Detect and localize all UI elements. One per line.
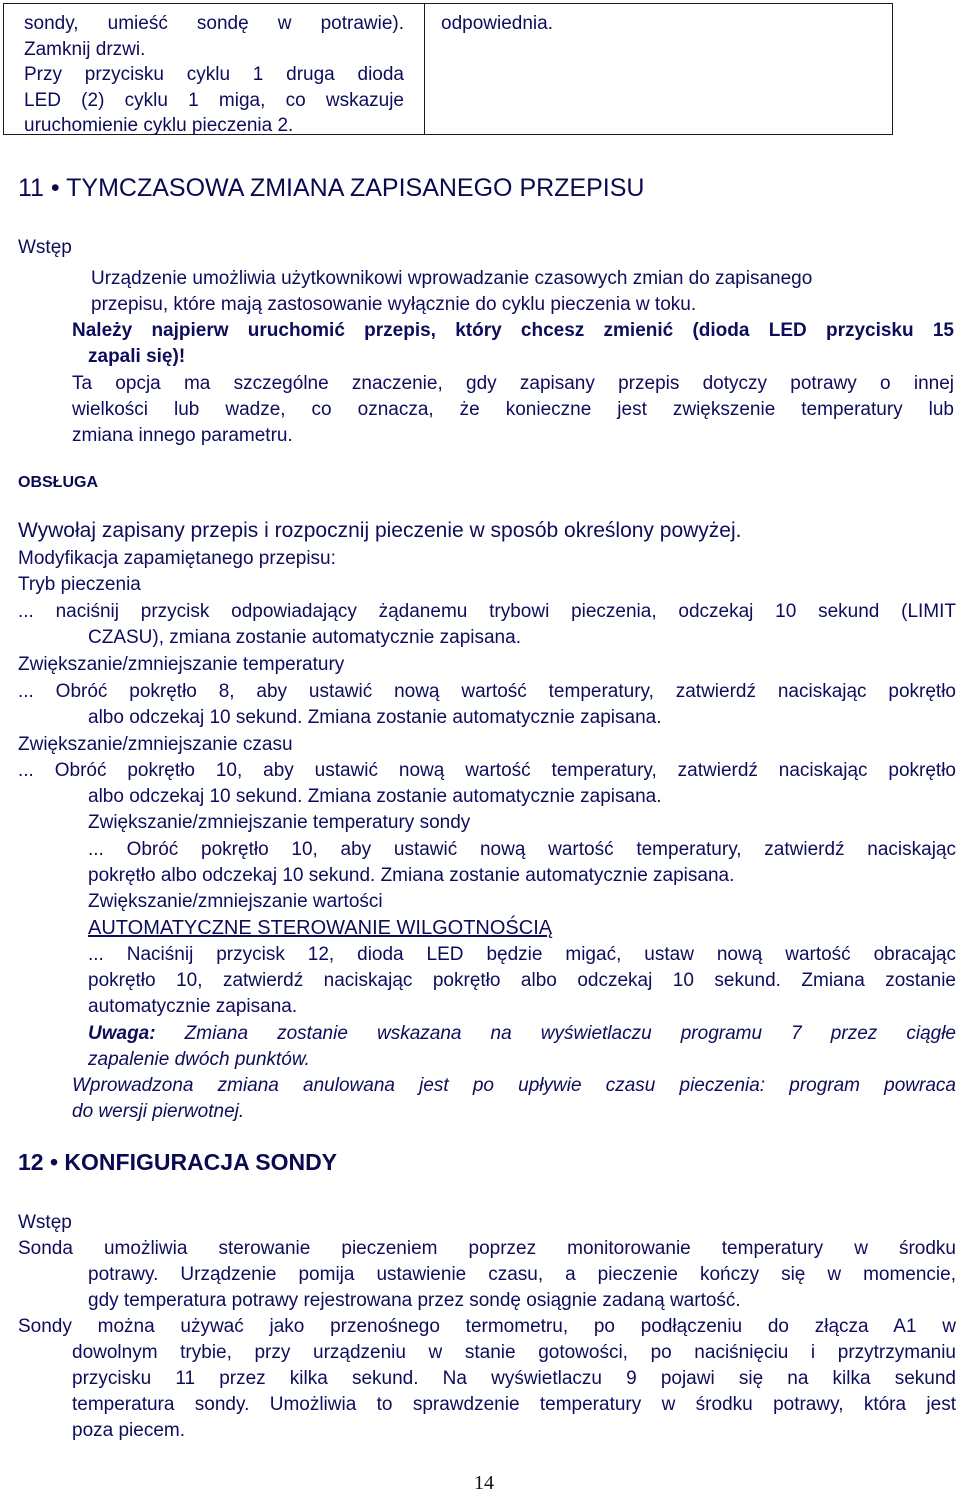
call-recipe-line: Wywołaj zapisany przepis i rozpocznij pieczenie w sposób określony powyżej. (18, 519, 742, 542)
p1-line: Sonda umożliwia sterowanie pieczeniem poprzez monitorowanie temperatury w środku (18, 1238, 956, 1259)
section-12-title: 12 • KONFIGURACJA SONDY (18, 1149, 338, 1175)
section-11-warning-line: Należy najpierw uruchomić przepis, który chcesz zmienić (dioda LED przycisku 15 (72, 320, 954, 341)
table-cell-left (24, 11, 404, 139)
note-label: Uwaga: (88, 1023, 156, 1044)
table-left-line: uruchomienie cyklu pieczenia 2. (24, 115, 294, 136)
baking-mode-line: CZASU), zmiana zostanie automatycznie zapisana. (88, 627, 521, 648)
table-cell-right: odpowiednia. (441, 13, 553, 34)
time-text (18, 758, 956, 784)
p2-line: Sondy można używać jako przenośnego termometru, po podłączeniu do złącza A1 w (18, 1316, 956, 1337)
time-line: albo odczekaj 10 sekund. Zmiana zostanie automatycznie zapisana. (88, 786, 662, 807)
value-heading: Zwiększanie/zmniejszanie wartości (88, 891, 383, 912)
section-11-warning-line: zapali się)! (88, 346, 186, 367)
modification-heading: Modyfikacja zapamiętanego przepisu: (18, 548, 336, 569)
humidity-text (88, 942, 956, 1020)
note-paragraph (88, 1021, 956, 1073)
humidity-line: ... Naciśnij przycisk 12, dioda LED będzie migać, ustaw nową wartość obracając (88, 944, 956, 965)
p1-line: potrawy. Urządzenie pomija ustawienie czasu, a pieczenie kończy się w momencie, (88, 1264, 956, 1285)
section-12-intro-heading: Wstęp (18, 1212, 72, 1233)
cancel-paragraph (72, 1073, 956, 1125)
section-12-p1 (18, 1236, 956, 1262)
temperature-line: ... Obróć pokrętło 8, aby ustawić nową wartość temperatury, zatwierdź naciskając pokrętło (18, 681, 956, 702)
probe-line: pokrętło albo odczekaj 10 sekund. Zmiana zostanie automatycznie zapisana. (88, 865, 735, 886)
table-left-line: sondy, umieść sondę w potrawie). (24, 13, 404, 34)
option-line: Ta opcja ma szczególne znaczenie, gdy zapisany przepis dotyczy potrawy o innej (72, 373, 954, 394)
section-11-warning (72, 318, 954, 344)
humidity-line: pokrętło 10, zatwierdź naciskając pokrętło albo odczekaj 10 sekund. Zmiana zostanie (88, 970, 956, 991)
section-12-p1-cont (88, 1262, 956, 1314)
cancel-line: do wersji pierwotnej. (72, 1101, 245, 1122)
section-11-intro-line: Urządzenie umożliwia użytkownikowi wprowadzanie czasowych zmian do zapisanego (91, 268, 813, 289)
option-line: zmiana innego parametru. (72, 425, 293, 446)
baking-mode-heading: Tryb pieczenia (18, 574, 141, 595)
section-11-option-paragraph (72, 371, 954, 449)
temperature-line: albo odczekaj 10 sekund. Zmiana zostanie automatycznie zapisana. (88, 707, 662, 728)
time-line: ... Obróć pokrętło 10, aby ustawić nową wartość temperatury, zatwierdź naciskając pokrętło (18, 760, 956, 781)
humidity-line: automatycznie zapisana. (88, 996, 298, 1017)
table-left-line: LED (2) cyklu 1 miga, co wskazuje (24, 89, 404, 111)
obsluga-heading: OBSŁUGA (18, 474, 98, 491)
section-11-title: 11 • TYMCZASOWA ZMIANA ZAPISANEGO PRZEPISU (18, 174, 645, 202)
option-line: wielkości lub wadze, co oznacza, że konieczne jest zwiększenie temperatury lub (72, 399, 954, 420)
p2-line: przycisku 11 przez kilka sekund. Na wyświetlaczu 9 pojawi się na kilka sekund (72, 1368, 956, 1389)
table-left-line: Przy przycisku cyklu 1 druga dioda (24, 64, 404, 85)
table-column-divider (424, 4, 425, 134)
probe-line: ... Obróć pokrętło 10, aby ustawić nową wartość temperatury, zatwierdź naciskając (88, 839, 956, 860)
baking-mode-text (18, 599, 956, 625)
p2-line: dowolnym trybie, przy urządzeniu w stanie gotowości, po naciśnięciu i przytrzymaniu (72, 1342, 956, 1363)
continuation-table (3, 3, 893, 135)
humidity-heading: AUTOMATYCZNE STEROWANIE WILGOTNOŚCIĄ (88, 917, 553, 939)
baking-mode-line: ... naciśnij przycisk odpowiadający żądanemu trybowi pieczenia, odczekaj 10 sekund (LIMIT (18, 601, 956, 622)
section-11-intro-heading: Wstęp (18, 237, 72, 258)
note-first-line: Zmiana zostanie wskazana na wyświetlaczu programu 7 przez ciągłe (155, 1023, 956, 1044)
p2-line: temperatura sondy. Umożliwia to sprawdzenie temperatury w środku potrawy, która jest (72, 1394, 956, 1415)
section-11-intro-line: przepisu, które mają zastosowanie wyłącznie do cyklu pieczenia w toku. (91, 294, 697, 315)
note-line (88, 1021, 956, 1047)
probe-temperature-heading: Zwiększanie/zmniejszanie temperatury sondy (88, 812, 471, 833)
cancel-line: Wprowadzona zmiana anulowana jest po upływie czasu pieczenia: program powraca (72, 1075, 956, 1096)
p2-line: poza piecem. (72, 1420, 186, 1441)
table-left-line: Zamknij drzwi. (24, 38, 146, 60)
note-line: zapalenie dwóch punktów. (88, 1049, 310, 1070)
section-12-p2 (18, 1314, 956, 1340)
p1-line: gdy temperatura potrawy rejestrowana przez sondę osiągnie zadaną wartość. (88, 1290, 741, 1311)
page-number: 14 (474, 1472, 494, 1494)
probe-temperature-text (88, 837, 956, 889)
temperature-text (18, 679, 956, 705)
section-12-p2-cont (72, 1340, 956, 1444)
time-heading: Zwiększanie/zmniejszanie czasu (18, 734, 293, 755)
temperature-heading: Zwiększanie/zmniejszanie temperatury (18, 654, 345, 675)
